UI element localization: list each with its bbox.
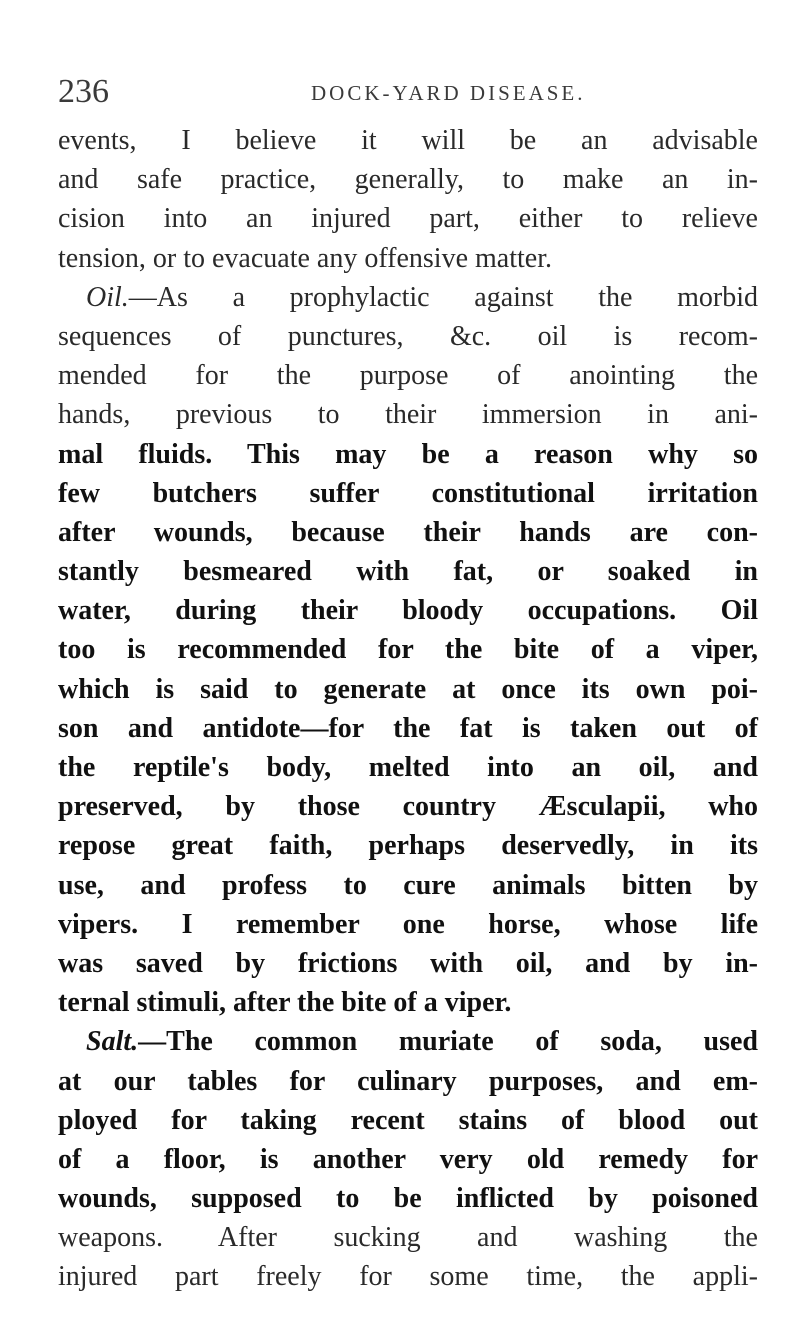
line-text: preserved, by those country Æsculapii, who xyxy=(58,791,758,823)
line-text: events, I believe it will be an advisable xyxy=(58,125,758,156)
text-line xyxy=(58,356,758,395)
running-title: DOCK-YARD DISEASE. xyxy=(311,81,586,105)
line-text: hands, previous to their immersion in ani- xyxy=(58,399,758,431)
line-text: the reptile's body, melted into an oil, and xyxy=(58,752,758,783)
text-line xyxy=(58,160,758,199)
text-line xyxy=(58,317,758,356)
text-line xyxy=(58,1101,758,1140)
running-head xyxy=(58,72,758,112)
line-text: weapons. After sucking and washing the xyxy=(58,1222,758,1254)
section-subhead: Salt. xyxy=(86,1026,139,1058)
line-text: ternal stimuli, after the bite of a viper. xyxy=(58,987,512,1019)
text-line xyxy=(58,474,758,513)
text-line xyxy=(58,591,758,630)
line-text: mended for the purpose of anointing the xyxy=(58,360,758,392)
text-line xyxy=(58,866,758,905)
line-text: sequences of punctures, &c. oil is recom- xyxy=(58,320,758,352)
text-line xyxy=(58,552,758,591)
text-line xyxy=(58,1140,758,1179)
line-text: son and antidote—for the fat is taken out of xyxy=(58,712,758,744)
text-line xyxy=(58,395,758,434)
line-text: vipers. I remember one horse, whose life xyxy=(58,908,758,940)
text-line xyxy=(58,826,758,865)
text-line xyxy=(58,121,758,160)
line-text: —As a prophylactic against the morbid xyxy=(128,281,758,313)
line-text: cision into an injured part, either to relieve xyxy=(58,203,758,235)
text-line xyxy=(58,709,758,748)
text-line xyxy=(58,1257,758,1296)
text-line xyxy=(58,435,758,474)
line-text: water, during their bloody occupations. Oil xyxy=(58,595,758,627)
text-line xyxy=(58,1022,758,1061)
text-line xyxy=(58,787,758,826)
line-text: was saved by frictions with oil, and by in- xyxy=(58,947,758,979)
line-text: too is recommended for the bite of a viper, xyxy=(58,634,758,666)
line-text: mal fluids. This may be a reason why so xyxy=(58,438,758,470)
line-text: and safe practice, generally, to make an in- xyxy=(58,164,758,196)
text-line xyxy=(58,1062,758,1101)
section-subhead: Oil. xyxy=(86,281,129,313)
text-line xyxy=(58,278,758,317)
text-line xyxy=(58,513,758,552)
line-text: stantly besmeared with fat, or soaked in xyxy=(58,556,758,588)
line-text: wounds, supposed to be inflicted by poisoned xyxy=(58,1183,758,1215)
line-text: at our tables for culinary purposes, and em- xyxy=(58,1065,758,1097)
text-line xyxy=(58,1218,758,1257)
line-text: repose great faith, perhaps deservedly, in its xyxy=(58,830,758,862)
line-text: injured part freely for some time, the appli- xyxy=(58,1261,758,1293)
text-line xyxy=(58,983,758,1022)
text-line xyxy=(58,905,758,944)
line-text: use, and profess to cure animals bitten by xyxy=(58,869,758,901)
text-line xyxy=(58,670,758,709)
line-text: which is said to generate at once its own poi- xyxy=(58,673,758,705)
body-text xyxy=(58,121,758,1297)
page-number: 236 xyxy=(58,73,109,110)
line-text: —The common muriate of soda, used xyxy=(138,1026,758,1058)
text-line xyxy=(58,630,758,669)
text-line xyxy=(58,199,758,238)
text-line xyxy=(58,748,758,787)
line-text: tension, or to evacuate any offensive matter. xyxy=(58,242,552,274)
text-line xyxy=(58,944,758,983)
line-text: ployed for taking recent stains of blood out xyxy=(58,1104,758,1136)
line-text: of a floor, is another very old remedy for xyxy=(58,1143,758,1175)
line-text: after wounds, because their hands are con- xyxy=(58,516,758,548)
text-line xyxy=(58,1179,758,1218)
line-text: few butchers suffer constitutional irritation xyxy=(58,477,758,509)
text-line xyxy=(58,239,758,278)
